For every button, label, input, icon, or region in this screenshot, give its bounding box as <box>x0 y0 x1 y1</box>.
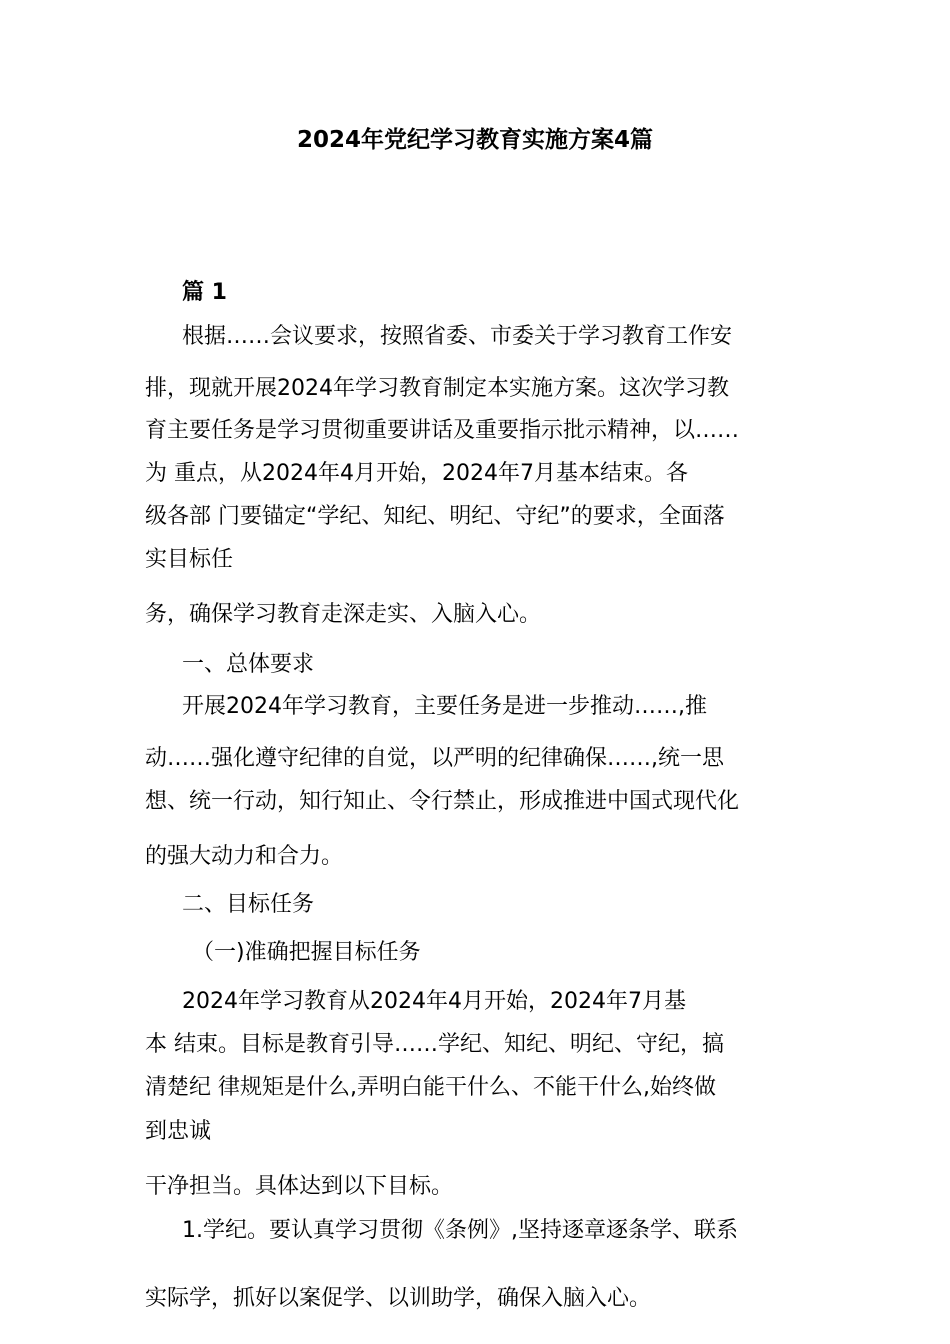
paragraph-line: 务，确保学习教育走深走实、入脑入心。 <box>145 602 542 627</box>
paragraph-line: 1.学纪。要认真学习贯彻《条例》,坚持逐章逐条学、联系 <box>182 1218 738 1243</box>
paragraph-line: 2024年学习教育从2024年4月开始，2024年7月基 <box>182 989 686 1014</box>
subsection-heading: （一)准确把握目标任务 <box>192 940 421 965</box>
paragraph-line: 本 结束。目标是教育引导……学纪、知纪、明纪、守纪，搞 <box>145 1032 724 1057</box>
paragraph-line: 排，现就开展2024年学习教育制定本实施方案。这次学习教 <box>145 376 729 401</box>
paragraph-line: 级各部 门要锚定“学纪、知纪、明纪、守纪”的要求，全面落 <box>145 504 725 529</box>
paragraph-line: 开展2024年学习教育，主要任务是进一步推动……,推 <box>182 694 707 719</box>
paragraph-line: 实目标任 <box>145 547 234 572</box>
document-title: 2024年党纪学习教育实施方案4篇 <box>296 127 654 153</box>
section-heading: 二、目标任务 <box>182 892 315 917</box>
paragraph-line: 清楚纪 律规矩是什么,弄明白能干什么、不能干什么,始终做 <box>145 1075 716 1100</box>
paragraph-line: 实际学，抓好以案促学、以训助学，确保入脑入心。 <box>145 1286 652 1311</box>
paragraph-line: 为 重点，从2024年4月开始，2024年7月基本结束。各 <box>145 461 688 486</box>
paragraph-line: 想、统一行动，知行知止、令行禁止，形成推进中国式现代化 <box>145 789 740 814</box>
paragraph-line: 育主要任务是学习贯彻重要讲话及重要指示批示精神，以…… <box>145 418 740 443</box>
section-label: 篇 1 <box>182 280 227 305</box>
paragraph-line: 到忠诚 <box>145 1119 212 1144</box>
paragraph-line: 动……强化遵守纪律的自觉，以严明的纪律确保……,统一思 <box>145 746 724 771</box>
paragraph-line: 干净担当。具体达到以下目标。 <box>145 1174 454 1199</box>
paragraph-line: 根据……会议要求，按照省委、市委关于学习教育工作安 <box>182 324 733 349</box>
paragraph-line: 的强大动力和合力。 <box>145 844 344 869</box>
section-heading: 一、总体要求 <box>182 652 315 677</box>
